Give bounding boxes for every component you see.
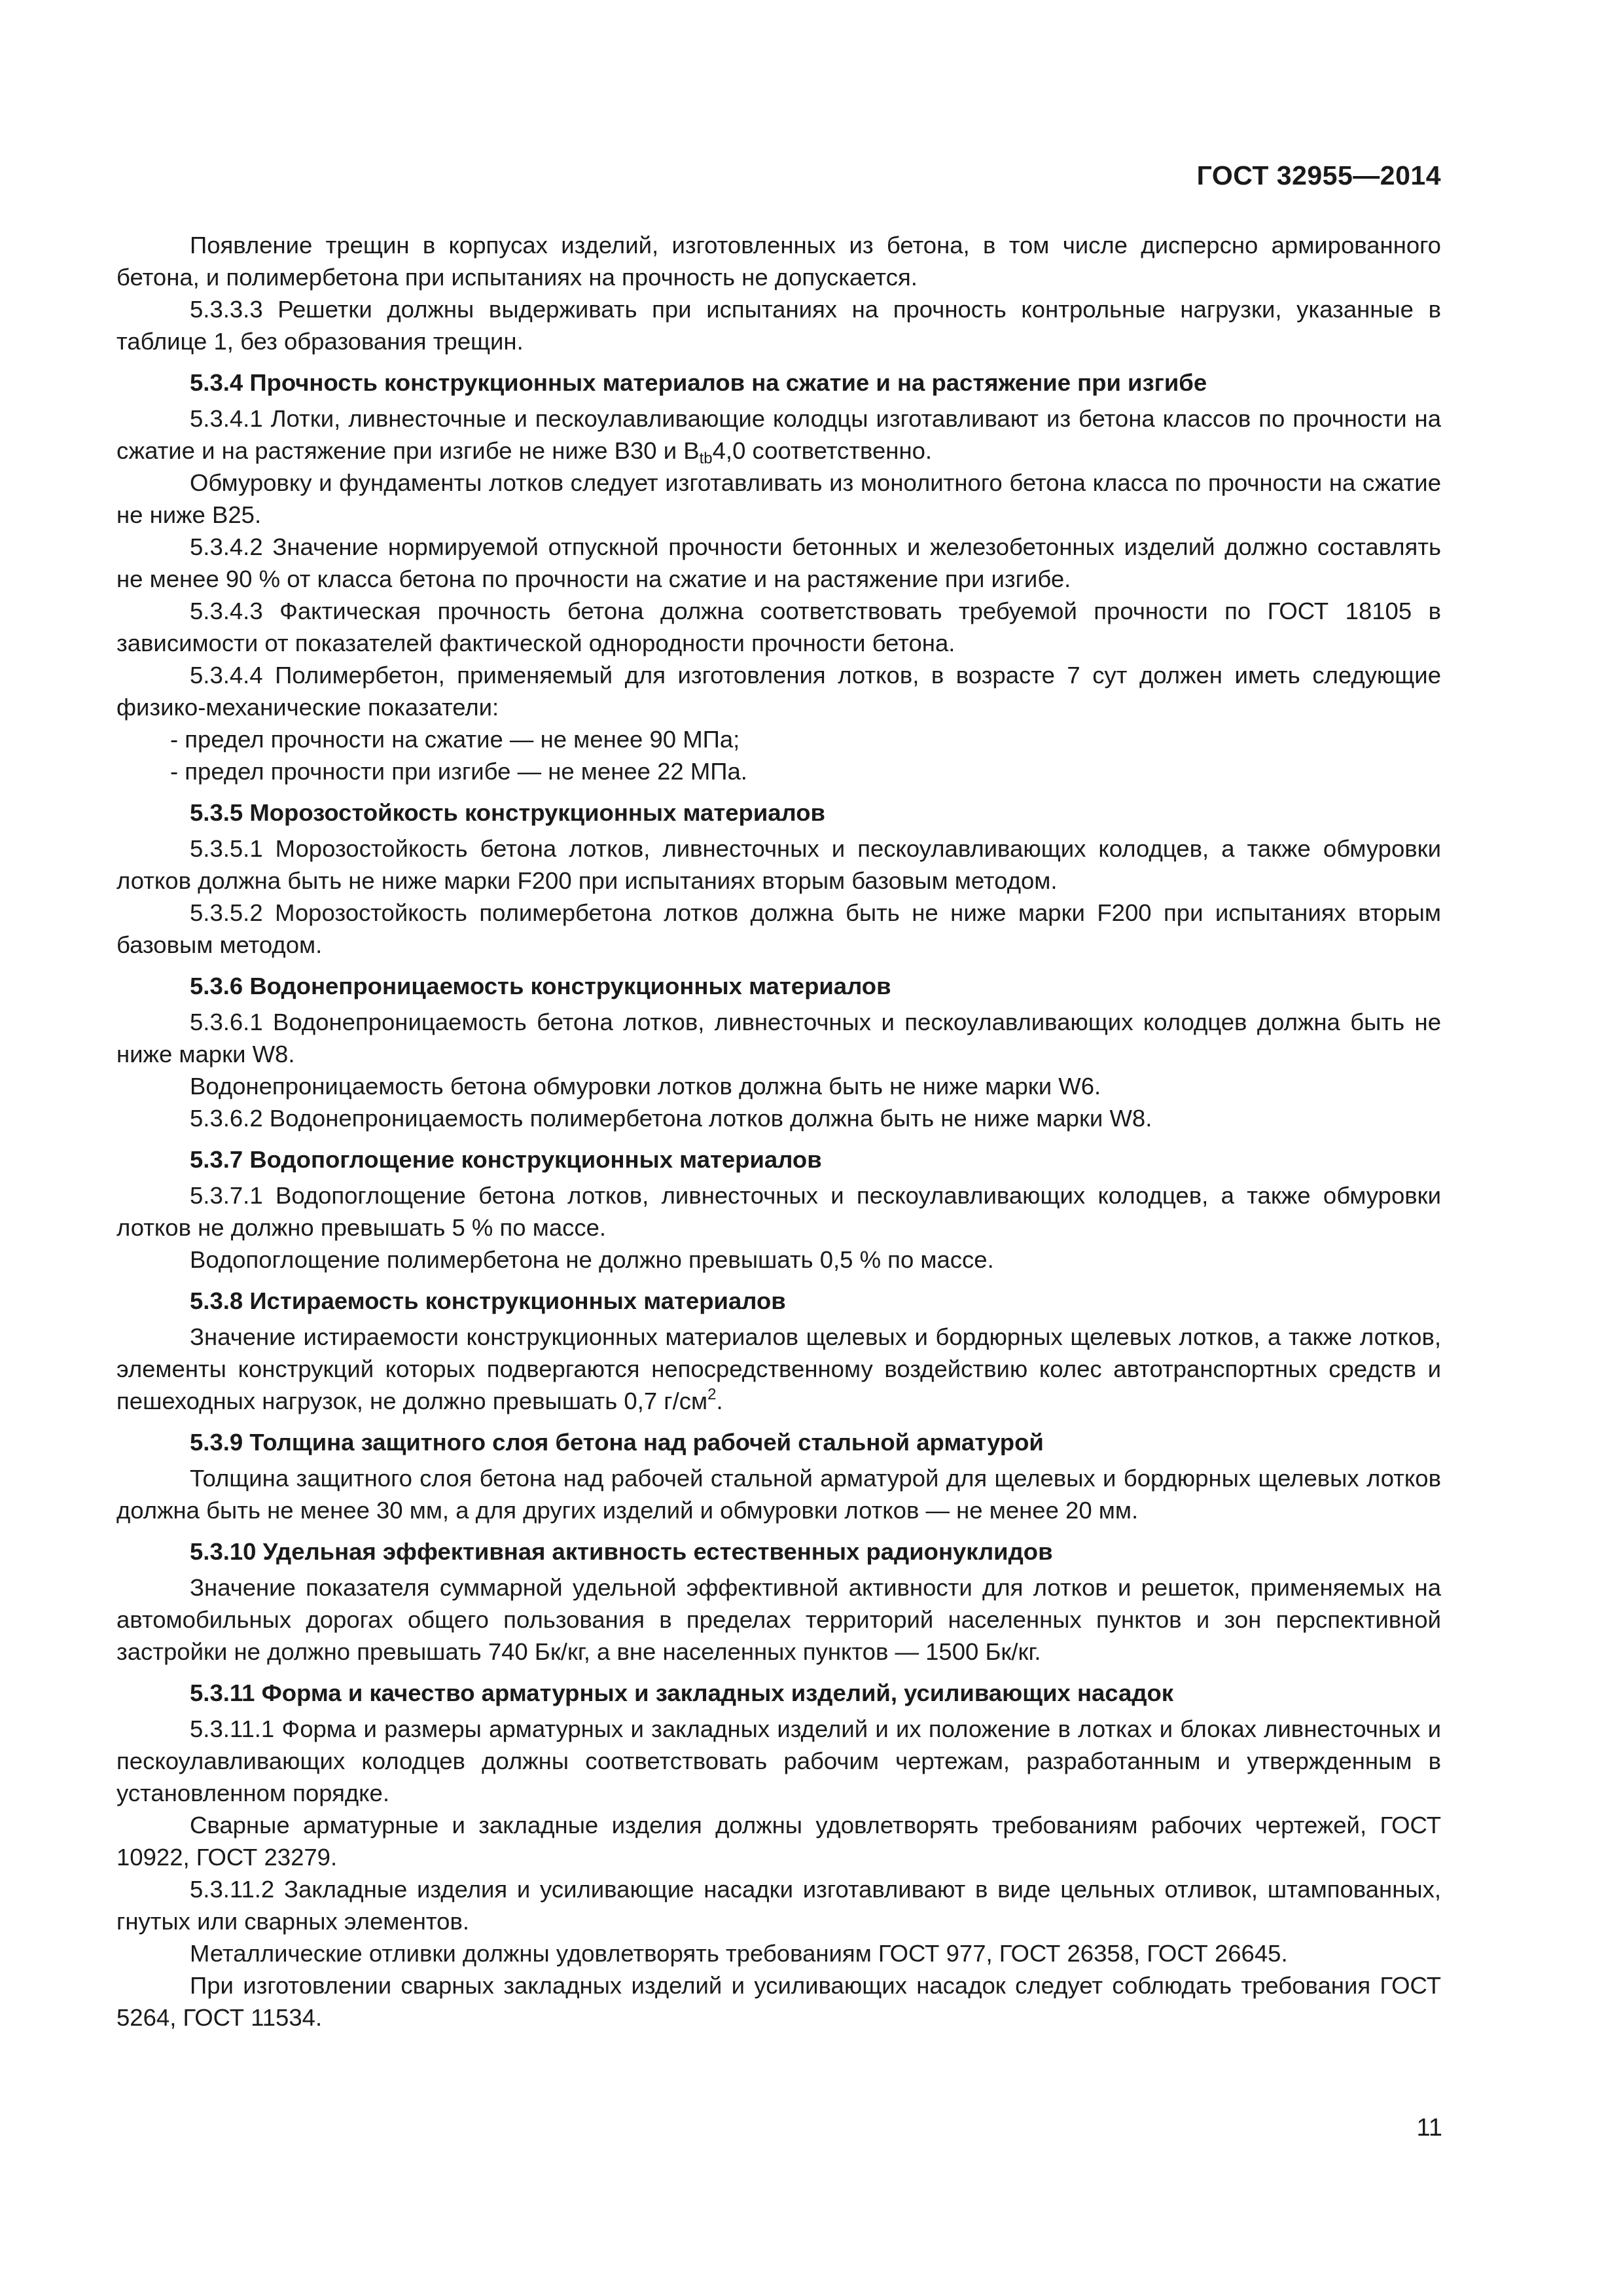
- paragraph: 5.3.5.1 Морозостойкость бетона лотков, ливнесточных и пескоулавливающих колодцев, а также обмуровки лотков должна быть не ниже марки F200 при испытаниях вторым базовым методом.: [116, 835, 1441, 894]
- paragraph: Появление трещин в корпусах изделий, изготовленных из бетона, в том числе дисперсно армированного бетона, и полимербетона при испытаниях на прочность не допускается.: [116, 232, 1441, 291]
- paragraph: 5.3.6.2 Водонепроницаемость полимербетона лотков должна быть не ниже марки W8.: [190, 1105, 1152, 1132]
- paragraph: 5.3.4.2 Значение нормируемой отпускной прочности бетонных и железобетонных изделий должно составлять не менее 90 % от класса бетона по прочности на сжатие и на растяжение при изгибе.: [116, 533, 1441, 592]
- paragraph: 5.3.4.4 Полимербетон, применяемый для изготовления лотков, в возрасте 7 сут должен иметь следующие физико-механические показатели:: [116, 662, 1441, 721]
- paragraph: 5.3.11.1 Форма и размеры арматурных и закладных изделий и их положение в лотках и блоках ливнесточных и пескоулавливающих колодцев должны соответствовать рабочим чертежам, разработанным и утвержденным в установленном порядке.: [116, 1715, 1441, 1806]
- section-heading: 5.3.11 Форма и качество арматурных и закладных изделий, усиливающих насадок: [190, 1679, 1174, 1706]
- section-heading: 5.3.8 Истираемость конструкционных материалов: [190, 1287, 786, 1314]
- paragraph-text: 5.3.4.1 Лотки, ливнесточные и пескоулавливающие колодцы изготавливают из бетона классов по прочности на сжатие и на растяжение при изгибе не ниже В30 и B: [116, 405, 1441, 464]
- paragraph: Водонепроницаемость бетона обмуровки лотков должна быть не ниже марки W6.: [190, 1073, 1101, 1100]
- page-body: [116, 229, 1441, 2034]
- paragraph: Водопоглощение полимербетона не должно превышать 0,5 % по массе.: [190, 1246, 994, 1273]
- paragraph-text: Значение истираемости конструкционных материалов щелевых и бордюрных щелевых лотков, а также лотков, элементы конструкций которых подвергаются непосредственному воздействию колес автотранспортных средств и пешеходных нагрузок, не должно превышать 0,7 г/см: [116, 1323, 1441, 1414]
- paragraph: 5.3.7.1 Водопоглощение бетона лотков, ливнесточных и пескоулавливающих колодцев, а также обмуровки лотков не должно превышать 5 % по массе.: [116, 1182, 1441, 1241]
- section-heading: 5.3.4 Прочность конструкционных материалов на сжатие и на растяжение при изгибе: [190, 369, 1207, 396]
- paragraph-text: .: [716, 1388, 723, 1414]
- paragraph: При изготовлении сварных закладных изделий и усиливающих насадок следует соблюдать требования ГОСТ 5264, ГОСТ 11534.: [116, 1972, 1441, 2031]
- paragraph: 5.3.4.3 Фактическая прочность бетона должна соответствовать требуемой прочности по ГОСТ 18105 в зависимости от показателей фактической однородности прочности бетона.: [116, 598, 1441, 656]
- paragraph: Сварные арматурные и закладные изделия должны удовлетворять требованиям рабочих чертежей, ГОСТ 10922, ГОСТ 23279.: [116, 1812, 1441, 1871]
- section-heading: 5.3.6 Водонепроницаемость конструкционных материалов: [190, 973, 891, 999]
- section-heading: 5.3.10 Удельная эффективная активность естественных радионуклидов: [190, 1538, 1053, 1565]
- paragraph: 5.3.3.3 Решетки должны выдерживать при испытаниях на прочность контрольные нагрузки, указанные в таблице 1, без образования трещин.: [116, 296, 1441, 355]
- list-item: - предел прочности при изгибе — не менее 22 МПа.: [170, 758, 747, 785]
- paragraph: [116, 1321, 1441, 1417]
- paragraph: 5.3.6.1 Водонепроницаемость бетона лотков, ливнесточных и пескоулавливающих колодцев должна быть не ниже марки W8.: [116, 1009, 1441, 1067]
- paragraph: [116, 403, 1441, 467]
- paragraph: Значение показателя суммарной удельной эффективной активности для лотков и решеток, применяемых на автомобильных дорогах общего пользования в пределах территорий населенных пунктов и зон перспективной застройки не должно превышать 740 Бк/кг, а вне населенных пунктов — 1500 Бк/кг.: [116, 1574, 1441, 1665]
- paragraph: 5.3.5.2 Морозостойкость полимербетона лотков должна быть не ниже марки F200 при испытаниях вторым базовым методом.: [116, 899, 1441, 958]
- subscript: tb: [699, 450, 713, 467]
- paragraph: 5.3.11.2 Закладные изделия и усиливающие насадки изготавливают в виде цельных отливок, штампованных, гнутых или сварных элементов.: [116, 1876, 1441, 1935]
- section-heading: 5.3.5 Морозостойкость конструкционных материалов: [190, 799, 825, 826]
- list-item: - предел прочности на сжатие — не менее 90 МПа;: [170, 726, 740, 753]
- section-heading: 5.3.7 Водопоглощение конструкционных материалов: [190, 1146, 822, 1173]
- paragraph: Толщина защитного слоя бетона над рабочей стальной арматурой для щелевых и бордюрных щелевых лотков должна быть не менее 30 мм, а для других изделий и обмуровки лотков — не менее 20 мм.: [116, 1465, 1441, 1524]
- superscript: 2: [707, 1386, 717, 1403]
- section-heading: 5.3.9 Толщина защитного слоя бетона над рабочей стальной арматурой: [190, 1429, 1044, 1456]
- document-number: ГОСТ 32955—2014: [1196, 160, 1441, 190]
- paragraph: Обмуровку и фундаменты лотков следует изготавливать из монолитного бетона класса по прочности на сжатие не ниже В25.: [116, 469, 1441, 528]
- page-number: 11: [1416, 2114, 1442, 2142]
- paragraph-text: 4,0 соответственно.: [712, 437, 933, 464]
- paragraph: Металлические отливки должны удовлетворять требованиям ГОСТ 977, ГОСТ 26358, ГОСТ 26645.: [190, 1940, 1288, 1967]
